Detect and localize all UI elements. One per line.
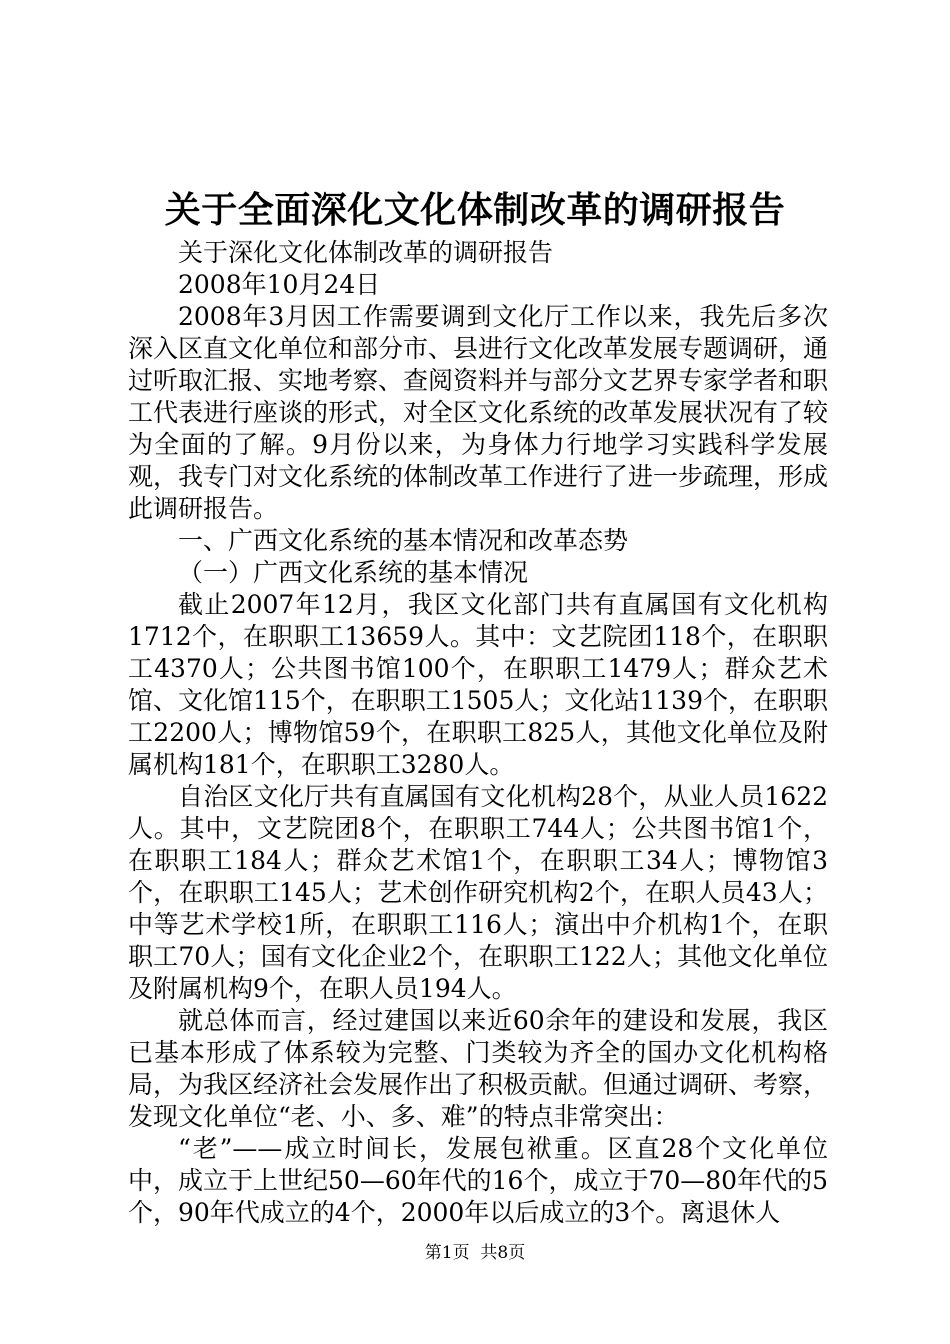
document-body	[128, 237, 828, 1229]
date-paragraph: 2008年10月24日	[178, 270, 381, 299]
body-paragraph: 就总体而言，经过建国以来近60余年的建设和发展，我区已基本形成了体系较为完整、门类较为齐全的国办文化机构格局，为我区经济社会发展作出了积极贡献。但通过调研、考察，发现文化单位“老、小、多、难”的特点非常突出：	[128, 1006, 829, 1131]
page-number: 第1页 共8页	[424, 1243, 526, 1263]
body-paragraph: 截止2007年12月，我区文化部门共有直属国有文化机构1712个，在职职工13659人。其中：文艺院团118个，在职职工4370人；公共图书馆100个，在职职工1479人；群众艺术馆、文化馆115个，在职职工1505人；文化站1139个，在职职工2200人；博物馆59个，在职职工825人，其他文化单位及附属机构181个，在职职工3280人。	[128, 590, 828, 779]
body-paragraph: “老”——成立时间长，发展包袱重。区直28个文化单位中，成立于上世纪50—60年代的16个，成立于70—80年代的5个，90年代成立的4个，2000年以后成立的3个。离退休人	[128, 1134, 828, 1227]
page-footer	[0, 1242, 950, 1264]
subsection-heading: （一）广西文化系统的基本情况	[178, 558, 529, 587]
body-paragraph: 自治区文化厅共有直属国有文化机构28个，从业人员1622人。其中，文艺院团8个，在职职工744人；公共图书馆1个，在职职工184人；群众艺术馆1个，在职职工34人；博物馆3个，在职职工145人；艺术创作研究机构2个，在职人员43人；中等艺术学校1所，在职职工116人；演出中介机构1个，在职职工70人；国有文化企业2个，在职职工122人；其他文化单位及附属机构9个，在职人员194人。	[128, 782, 828, 1003]
intro-paragraph: 2008年3月因工作需要调到文化厅工作以来，我先后多次深入区直文化单位和部分市、县进行文化改革发展专题调研，通过听取汇报、实地考察、查阅资料并与部分文艺界专家学者和职工代表进行座谈的形式，对全区文化系统的改革发展状况有了较为全面的了解。9月份以来，为身体力行地学习实践科学发展观，我专门对文化系统的体制改革工作进行了进一步疏理，形成此调研报告。	[128, 302, 829, 523]
subtitle-paragraph: 关于深化文化体制改革的调研报告	[178, 238, 554, 267]
document-title: 关于全面深化文化体制改革的调研报告	[164, 189, 786, 231]
section-heading: 一、广西文化系统的基本情况和改革态势	[178, 526, 629, 555]
